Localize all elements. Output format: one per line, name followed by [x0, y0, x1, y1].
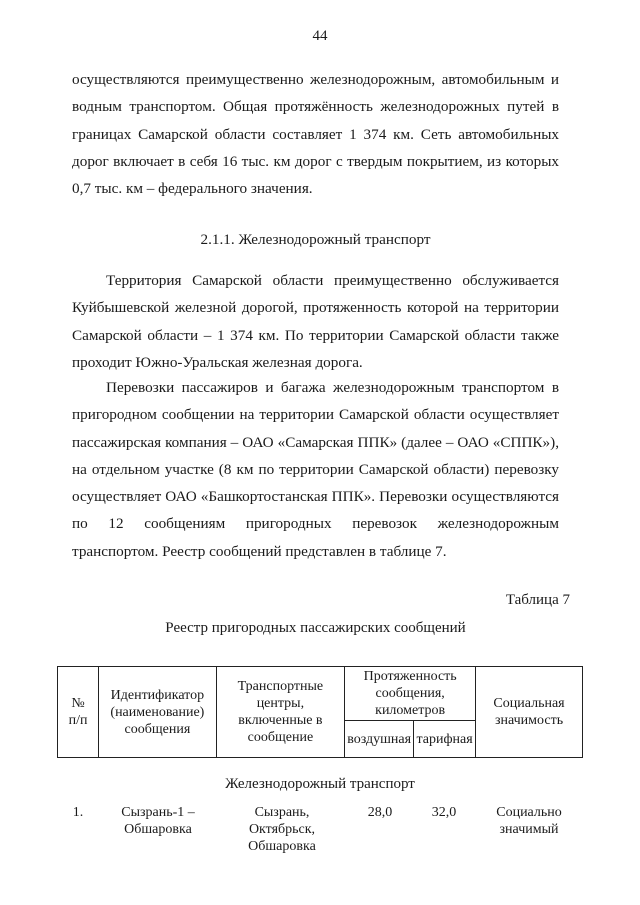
header-length: Протяженность сообщения, километров: [345, 667, 476, 721]
row-social-significance: Социально значимый: [496, 805, 562, 837]
row-transport-centers: Сызрань, Октябрьск, Обшаровка: [248, 805, 316, 854]
section-heading: 2.1.1. Железнодорожный транспорт: [200, 231, 431, 248]
row-identifier: Сызрань-1 – Обшаровка: [121, 805, 195, 837]
header-social-significance: Социальная значимость: [476, 667, 583, 758]
header-transport-centers: Транспортные центры, включенные в сообщение: [216, 667, 345, 758]
row-length-tariff: 32,0: [431, 805, 457, 820]
register-table-header: [57, 666, 583, 758]
table-title: Реестр пригородных пассажирских сообщений: [165, 620, 466, 636]
header-length-tariff: тарифная: [414, 721, 476, 758]
table-row: [57, 804, 583, 855]
header-length-air: воздушная: [345, 721, 414, 758]
table-label: Таблица 7: [505, 592, 570, 608]
row-number: 1.: [72, 805, 84, 820]
register-table-body: [57, 804, 583, 855]
paragraph-railway-territory: Территория Самарской области преимущественно обслуживается Куйбышевской железной дорогой, протяженность которой на территории Самарской области – 1 374 км. По территории Самарской области также проходит Южно-Уральская железная дорога.: [72, 272, 559, 371]
header-identifier: Идентификатор (наименование) сообщения: [99, 667, 216, 758]
row-length-air: 28,0: [367, 805, 393, 820]
header-number: № п/п: [58, 667, 99, 758]
paragraph-transport-overview: осуществляются преимущественно железнодорожным, автомобильным и водным транспортом. Общая протяжённость железнодорожных путей в границах Самарской области составляет 1 374 км. Сеть автомобильных дорог включает в себя 16 тыс. км дорог с твердым покрытием, из которых 0,7 тыс. км – федерального значения.: [72, 71, 559, 198]
table-section-label: Железнодорожный транспорт: [225, 776, 415, 792]
page-number: 44: [312, 28, 328, 44]
paragraph-passenger-transport: Перевозки пассажиров и багажа железнодорожным транспортом в пригородном сообщении на территории Самарской области осуществляет пассажирская компания – ОАО «Самарская ППК» (далее – ОАО «СППК»), на отдельном участке (8 км по территории Самарской области) перевозку осуществляет ОАО «Башкортостанская ППК». Перевозки осуществляются по 12 сообщениям пригородных перевозок железнодорожным транспортом. Реестр сообщений представлен в таблице 7.: [72, 379, 559, 560]
